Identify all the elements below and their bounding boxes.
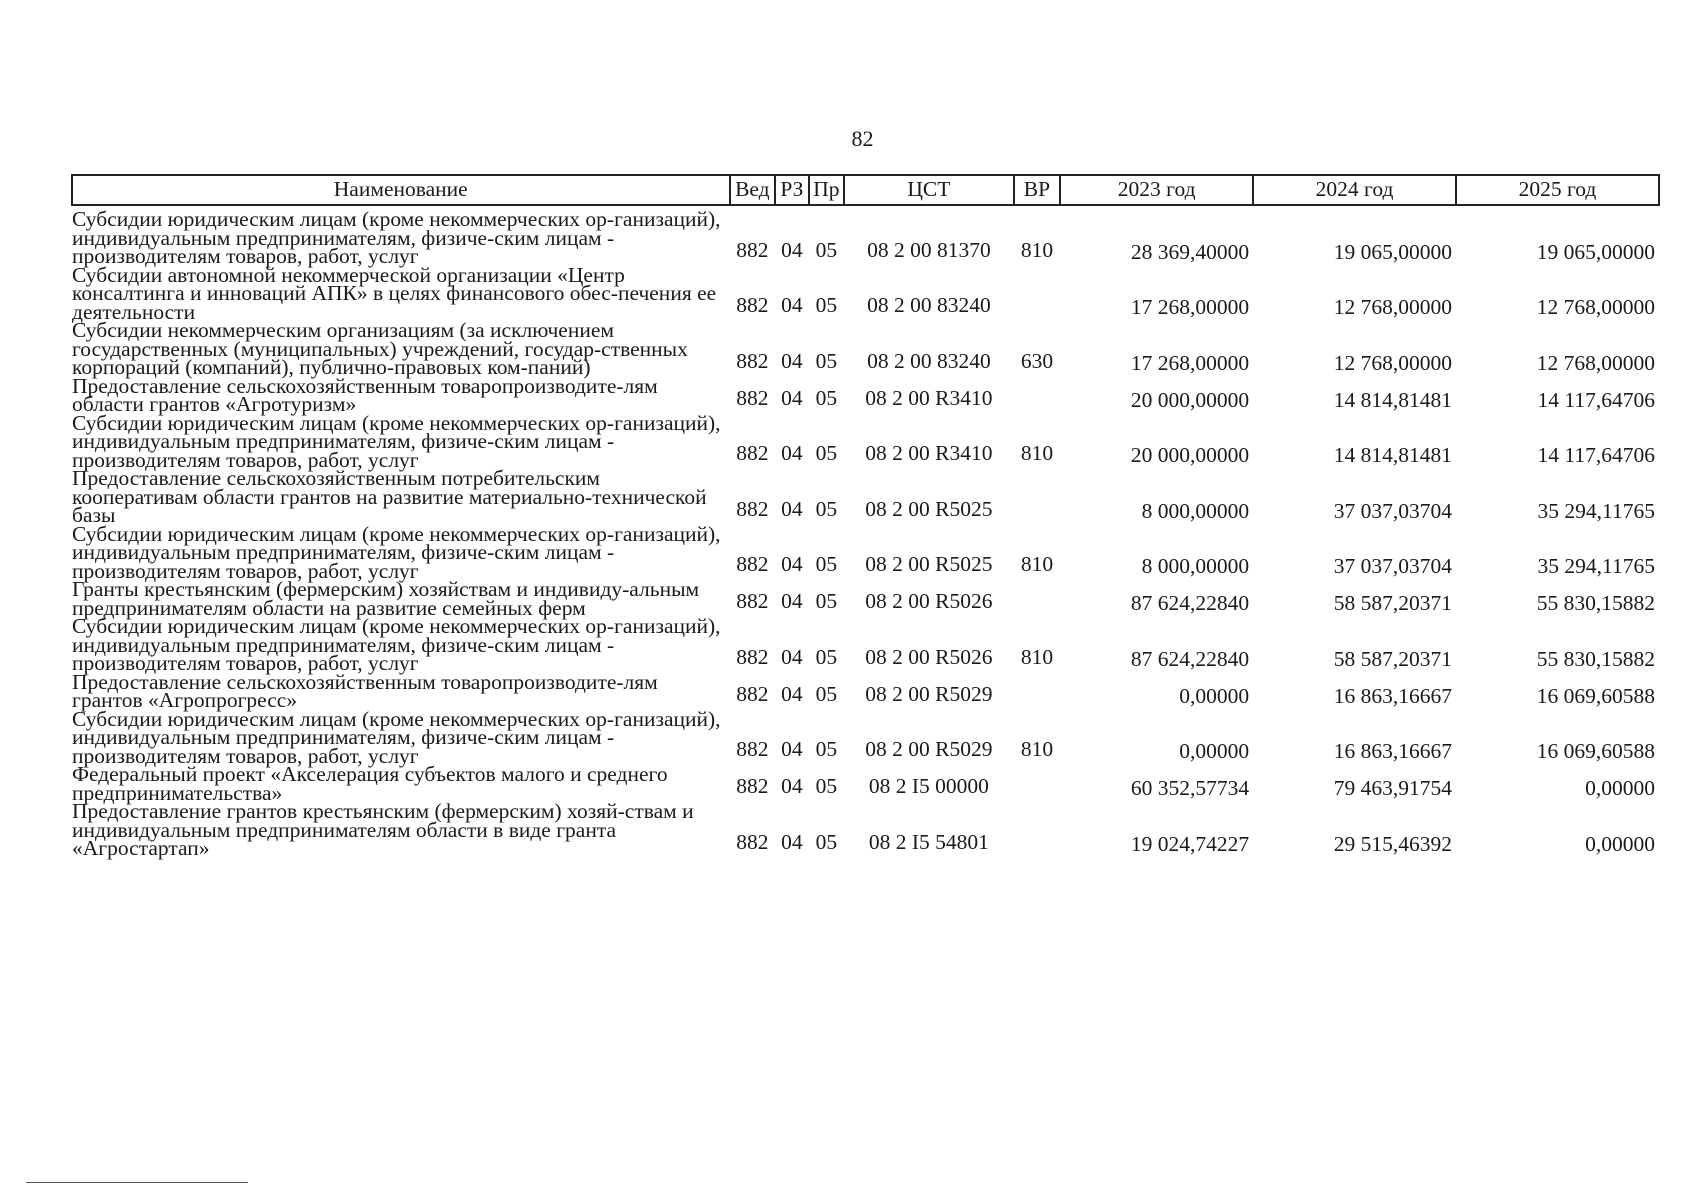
cell-pr: 05 bbox=[815, 385, 838, 410]
table-row bbox=[72, 802, 1659, 858]
header-vr: ВР bbox=[1014, 175, 1061, 205]
cell-cst: 08 2 00 R5025 bbox=[865, 496, 993, 521]
budget-table bbox=[71, 174, 1660, 858]
table-row bbox=[72, 414, 1659, 470]
cell-pr: 05 bbox=[815, 829, 838, 854]
cell-name: Гранты крестьянским (фермерским) хозяйствам и индивиду-альным предпринимателям области на развитие семейных ферм bbox=[72, 577, 700, 620]
cell-rz: 04 bbox=[781, 552, 803, 576]
cell-ved: 882 bbox=[736, 681, 769, 706]
cell-2023: 28 369,40000 bbox=[1130, 239, 1250, 264]
cell-2025: 16 069,60588 bbox=[1536, 739, 1655, 763]
cell-rz: 04 bbox=[781, 441, 803, 465]
header-2023: 2023 год bbox=[1060, 175, 1253, 205]
header-name: Наименование bbox=[72, 175, 730, 205]
header-2025: 2025 год bbox=[1456, 175, 1659, 205]
cell-ved: 882 bbox=[736, 774, 769, 798]
cell-2024: 58 587,20371 bbox=[1333, 591, 1452, 615]
cell-rz: 04 bbox=[781, 293, 803, 317]
cell-name: Субсидии юридическим лицам (кроме некоммерческих ор-ганизаций), индивидуальным предпринимателям, физиче-ским лицам - производителям товаров, работ, услуг bbox=[72, 614, 721, 675]
cell-rz: 04 bbox=[781, 348, 803, 373]
cell-2024: 16 863,16667 bbox=[1333, 683, 1452, 708]
cell-vr bbox=[1014, 377, 1061, 414]
cell-pr: 05 bbox=[815, 774, 838, 798]
cell-rz: 04 bbox=[781, 644, 803, 669]
cell-2023: 87 624,22840 bbox=[1130, 591, 1250, 615]
cell-vr: 810 bbox=[1020, 737, 1054, 761]
header-pr: Пр bbox=[809, 175, 845, 205]
cell-cst: 08 2 00 R3410 bbox=[865, 385, 993, 410]
cell-name: Субсидии автономной некоммерческой организации «Центр консалтинга и инноваций АПК» в целях финансового обес-печения ее деятельности bbox=[72, 262, 717, 324]
table-row bbox=[72, 710, 1659, 766]
table-row bbox=[72, 617, 1659, 673]
cell-rz: 04 bbox=[781, 829, 803, 854]
cell-cst: 08 2 00 83240 bbox=[867, 348, 991, 373]
cell-cst: 08 2 00 83240 bbox=[867, 293, 991, 317]
cell-ved: 882 bbox=[736, 552, 769, 576]
header-rz: РЗ bbox=[775, 175, 808, 205]
cell-vr: 810 bbox=[1020, 441, 1054, 465]
cell-2024: 12 768,00000 bbox=[1333, 350, 1452, 375]
table-row bbox=[72, 377, 1659, 414]
cell-vr bbox=[1014, 673, 1061, 710]
table-row bbox=[72, 266, 1659, 322]
cell-2023: 19 024,74227 bbox=[1130, 831, 1250, 856]
cell-ved: 882 bbox=[736, 385, 769, 410]
header-ved: Вед bbox=[730, 175, 776, 205]
cell-vr: 630 bbox=[1020, 348, 1054, 373]
cell-ved: 882 bbox=[736, 348, 769, 373]
cell-pr: 05 bbox=[815, 348, 838, 373]
table-row bbox=[72, 525, 1659, 581]
cell-pr: 05 bbox=[815, 589, 838, 613]
cell-vr bbox=[1014, 469, 1061, 525]
cell-2025: 14 117,64706 bbox=[1537, 443, 1655, 467]
cell-2024: 14 814,81481 bbox=[1333, 443, 1452, 467]
cell-2023: 20 000,00000 bbox=[1130, 387, 1250, 412]
cell-ved: 882 bbox=[736, 829, 769, 854]
table-body bbox=[72, 205, 1659, 858]
cell-rz: 04 bbox=[781, 496, 803, 521]
table-row bbox=[72, 765, 1659, 802]
cell-ved: 882 bbox=[736, 496, 769, 521]
page-number: 82 bbox=[851, 126, 874, 151]
cell-vr bbox=[1014, 765, 1061, 802]
cell-2025: 55 830,15882 bbox=[1536, 591, 1655, 615]
cell-pr: 05 bbox=[815, 681, 838, 706]
cell-2025: 35 294,11765 bbox=[1537, 554, 1655, 578]
cell-2025: 0,00000 bbox=[1585, 776, 1655, 800]
cell-2025: 12 768,00000 bbox=[1536, 295, 1655, 319]
cell-name: Субсидии юридическим лицам (кроме некоммерческих ор-ганизаций), индивидуальным предпринимателям, физиче-ским лицам - производителям товаров, работ, услуг bbox=[72, 521, 721, 583]
cell-cst: 08 2 00 R5025 bbox=[865, 552, 993, 576]
cell-pr: 05 bbox=[815, 644, 838, 669]
cell-2023: 87 624,22840 bbox=[1130, 646, 1250, 671]
cell-vr: 810 bbox=[1020, 237, 1054, 262]
table-row bbox=[72, 673, 1659, 710]
cell-2024: 79 463,91754 bbox=[1333, 776, 1452, 800]
cell-name: Предоставление сельскохозяйственным товаропроизводите-лям области грантов «Агротуризм» bbox=[72, 373, 658, 416]
cell-2024: 14 814,81481 bbox=[1333, 387, 1452, 412]
header-cst: ЦСТ bbox=[844, 175, 1013, 205]
cell-ved: 882 bbox=[736, 644, 769, 669]
cell-ved: 882 bbox=[736, 589, 769, 613]
footer-divider bbox=[26, 1182, 248, 1183]
cell-2025: 0,00000 bbox=[1585, 831, 1655, 856]
cell-rz: 04 bbox=[781, 737, 803, 761]
cell-2023: 8 000,00000 bbox=[1141, 498, 1250, 523]
table-row bbox=[72, 469, 1659, 525]
cell-2024: 37 037,03704 bbox=[1333, 554, 1452, 578]
cell-name: Предоставление сельскохозяйственным товаропроизводите-лям грантов «Агропрогресс» bbox=[72, 669, 658, 712]
cell-2025: 12 768,00000 bbox=[1536, 350, 1655, 375]
cell-rz: 04 bbox=[781, 589, 803, 613]
cell-pr: 05 bbox=[815, 293, 838, 317]
cell-vr: 810 bbox=[1020, 644, 1054, 669]
cell-name: Субсидии юридическим лицам (кроме некоммерческих ор-ганизаций), индивидуальным предпринимателям, физиче-ским лицам - производителям товаров, работ, услуг bbox=[72, 706, 721, 768]
cell-2023: 17 268,00000 bbox=[1130, 295, 1250, 319]
cell-name: Федеральный проект «Акселерация субъектов малого и среднего предпринимательства» bbox=[72, 762, 668, 805]
cell-rz: 04 bbox=[781, 681, 803, 706]
cell-rz: 04 bbox=[781, 774, 803, 798]
cell-cst: 08 2 00 R5029 bbox=[865, 737, 993, 761]
cell-2024: 37 037,03704 bbox=[1333, 498, 1452, 523]
cell-rz: 04 bbox=[781, 385, 803, 410]
cell-ved: 882 bbox=[736, 237, 769, 262]
cell-ved: 882 bbox=[736, 441, 769, 465]
cell-ved: 882 bbox=[736, 737, 769, 761]
cell-pr: 05 bbox=[815, 737, 838, 761]
cell-name: Субсидии юридическим лицам (кроме некоммерческих ор-ганизаций), индивидуальным предпринимателям, физиче-ским лицам - производителям товаров, работ, услуг bbox=[72, 410, 721, 472]
cell-rz: 04 bbox=[781, 237, 803, 262]
cell-pr: 05 bbox=[815, 237, 838, 262]
header-2024: 2024 год bbox=[1253, 175, 1456, 205]
cell-cst: 08 2 00 R5029 bbox=[865, 681, 993, 706]
cell-2023: 0,00000 bbox=[1179, 739, 1250, 763]
cell-2025: 55 830,15882 bbox=[1536, 646, 1655, 671]
cell-2024: 19 065,00000 bbox=[1333, 239, 1452, 264]
cell-2023: 8 000,00000 bbox=[1141, 554, 1250, 578]
cell-pr: 05 bbox=[815, 496, 838, 521]
cell-2025: 19 065,00000 bbox=[1536, 239, 1655, 264]
cell-pr: 05 bbox=[815, 441, 838, 465]
cell-cst: 08 2 I5 54801 bbox=[868, 829, 989, 854]
cell-2023: 0,00000 bbox=[1179, 683, 1250, 708]
cell-2023: 20 000,00000 bbox=[1130, 443, 1250, 467]
cell-vr bbox=[1014, 802, 1061, 858]
table-row bbox=[72, 321, 1659, 377]
table-row bbox=[72, 580, 1659, 617]
cell-name: Предоставление сельскохозяйственным потребительским кооперативам области грантов на развитие материально-технической базы bbox=[72, 466, 707, 527]
cell-cst: 08 2 00 R5026 bbox=[865, 589, 993, 613]
table-row bbox=[72, 205, 1659, 266]
cell-2024: 58 587,20371 bbox=[1333, 646, 1452, 671]
cell-ved: 882 bbox=[736, 293, 769, 317]
cell-2023: 17 268,00000 bbox=[1130, 350, 1250, 375]
cell-2025: 16 069,60588 bbox=[1536, 683, 1655, 708]
cell-2024: 29 515,46392 bbox=[1333, 831, 1452, 856]
cell-pr: 05 bbox=[815, 552, 838, 576]
cell-vr bbox=[1014, 266, 1061, 322]
cell-name: Субсидии некоммерческим организациям (за исключением государственных (муниципальных) учреждений, государ-ственных корпораций (компаний), публично-правовых ком-паний) bbox=[72, 318, 688, 379]
cell-vr bbox=[1014, 580, 1061, 617]
cell-2025: 35 294,11765 bbox=[1537, 498, 1655, 523]
cell-cst: 08 2 00 R5026 bbox=[865, 644, 993, 669]
cell-2023: 60 352,57734 bbox=[1130, 776, 1250, 800]
cell-vr: 810 bbox=[1020, 552, 1054, 576]
cell-2024: 16 863,16667 bbox=[1333, 739, 1452, 763]
cell-name: Предоставление грантов крестьянским (фермерским) хозяй-ствам и индивидуальным предпринимателям области в виде гранта «Агростартап» bbox=[72, 799, 694, 860]
cell-cst: 08 2 00 R3410 bbox=[865, 441, 993, 465]
cell-cst: 08 2 I5 00000 bbox=[868, 774, 989, 798]
cell-2025: 14 117,64706 bbox=[1537, 387, 1655, 412]
cell-cst: 08 2 00 81370 bbox=[867, 237, 991, 262]
cell-2024: 12 768,00000 bbox=[1333, 295, 1452, 319]
cell-name: Субсидии юридическим лицам (кроме некоммерческих ор-ганизаций), индивидуальным предпринимателям, физиче-ским лицам - производителям товаров, работ, услуг bbox=[72, 207, 721, 268]
table-header-row bbox=[72, 175, 1659, 205]
